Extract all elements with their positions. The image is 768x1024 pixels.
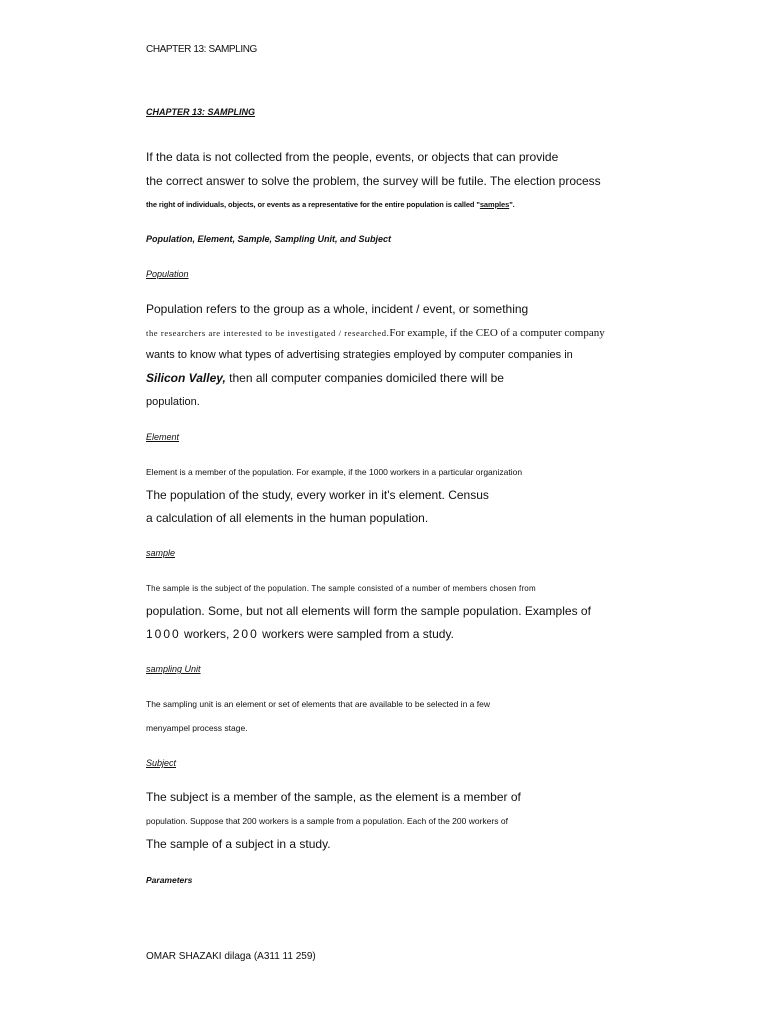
- sample-number-1000: 1000: [146, 627, 181, 641]
- sample-heading: sample: [146, 548, 176, 558]
- intro-line-3: [146, 200, 515, 209]
- subject-line-3: The sample of a subject in a study.: [146, 837, 331, 851]
- subject-line-1: The subject is a member of the sample, as the element is a member of: [146, 790, 521, 804]
- sample-line-3-d: workers were sampled from a study.: [258, 627, 454, 641]
- intro-line-3-text-a: the right of individuals, objects, or events as a representative for the entire population is called ": [146, 200, 480, 209]
- subject-heading: Subject: [146, 758, 177, 768]
- sampling-unit-heading: sampling Unit: [146, 664, 201, 674]
- element-line-1: Element is a member of the population. For example, if the 1000 workers in a particular organization: [146, 467, 523, 477]
- population-line-2-a: the researchers are interested to be investigated / researched.: [146, 328, 390, 338]
- section-subheading: Population, Element, Sample, Sampling Unit, and Subject: [146, 234, 392, 244]
- element-line-3: a calculation of all elements in the human population.: [146, 511, 429, 525]
- population-line-4: [146, 371, 504, 385]
- population-line-4-b: then all computer companies domiciled there will be: [225, 371, 504, 385]
- population-line-3: wants to know what types of advertising strategies employed by computer companies in: [146, 349, 573, 361]
- element-line-2: The population of the study, every worker in it's element. Census: [146, 488, 489, 502]
- element-heading: Element: [146, 432, 180, 442]
- intro-line-2: the correct answer to solve the problem, the survey will be futile. The election process: [146, 174, 601, 188]
- population-line-2-b: For example, if the CEO of a computer company: [389, 327, 605, 339]
- intro-line-1: If the data is not collected from the people, events, or objects that can provide: [146, 150, 559, 164]
- running-header: CHAPTER 13: SAMPLING: [146, 44, 257, 55]
- sample-line-2: population. Some, but not all elements will form the sample population. Examples of: [146, 604, 591, 618]
- intro-line-3-text-b: ".: [509, 200, 515, 209]
- sample-line-1: The sample is the subject of the population. The sample consisted of a number of members chosen from: [146, 584, 536, 593]
- samples-link[interactable]: samples: [479, 200, 510, 209]
- population-heading: Population: [146, 269, 189, 279]
- page-footer: OMAR SHAZAKI dilaga (A311 11 259): [146, 951, 316, 962]
- parameters-heading: Parameters: [146, 875, 193, 885]
- silicon-valley-text: Silicon Valley,: [146, 371, 226, 385]
- subject-line-2: population. Suppose that 200 workers is a sample from a population. Each of the 200 workers of: [146, 816, 508, 826]
- population-line-1: Population refers to the group as a whole, incident / event, or something: [146, 302, 529, 316]
- chapter-title: CHAPTER 13: SAMPLING: [146, 107, 256, 117]
- population-line-5: population.: [146, 396, 200, 408]
- sample-number-200: 200: [232, 627, 259, 641]
- population-line-2: [146, 327, 605, 339]
- sampling-unit-line-1: The sampling unit is an element or set of elements that are available to be selected in a few: [146, 699, 490, 709]
- sampling-unit-line-2: menyampel process stage.: [146, 723, 248, 733]
- sample-line-3-b: workers,: [180, 627, 233, 641]
- sample-line-3: [146, 627, 454, 641]
